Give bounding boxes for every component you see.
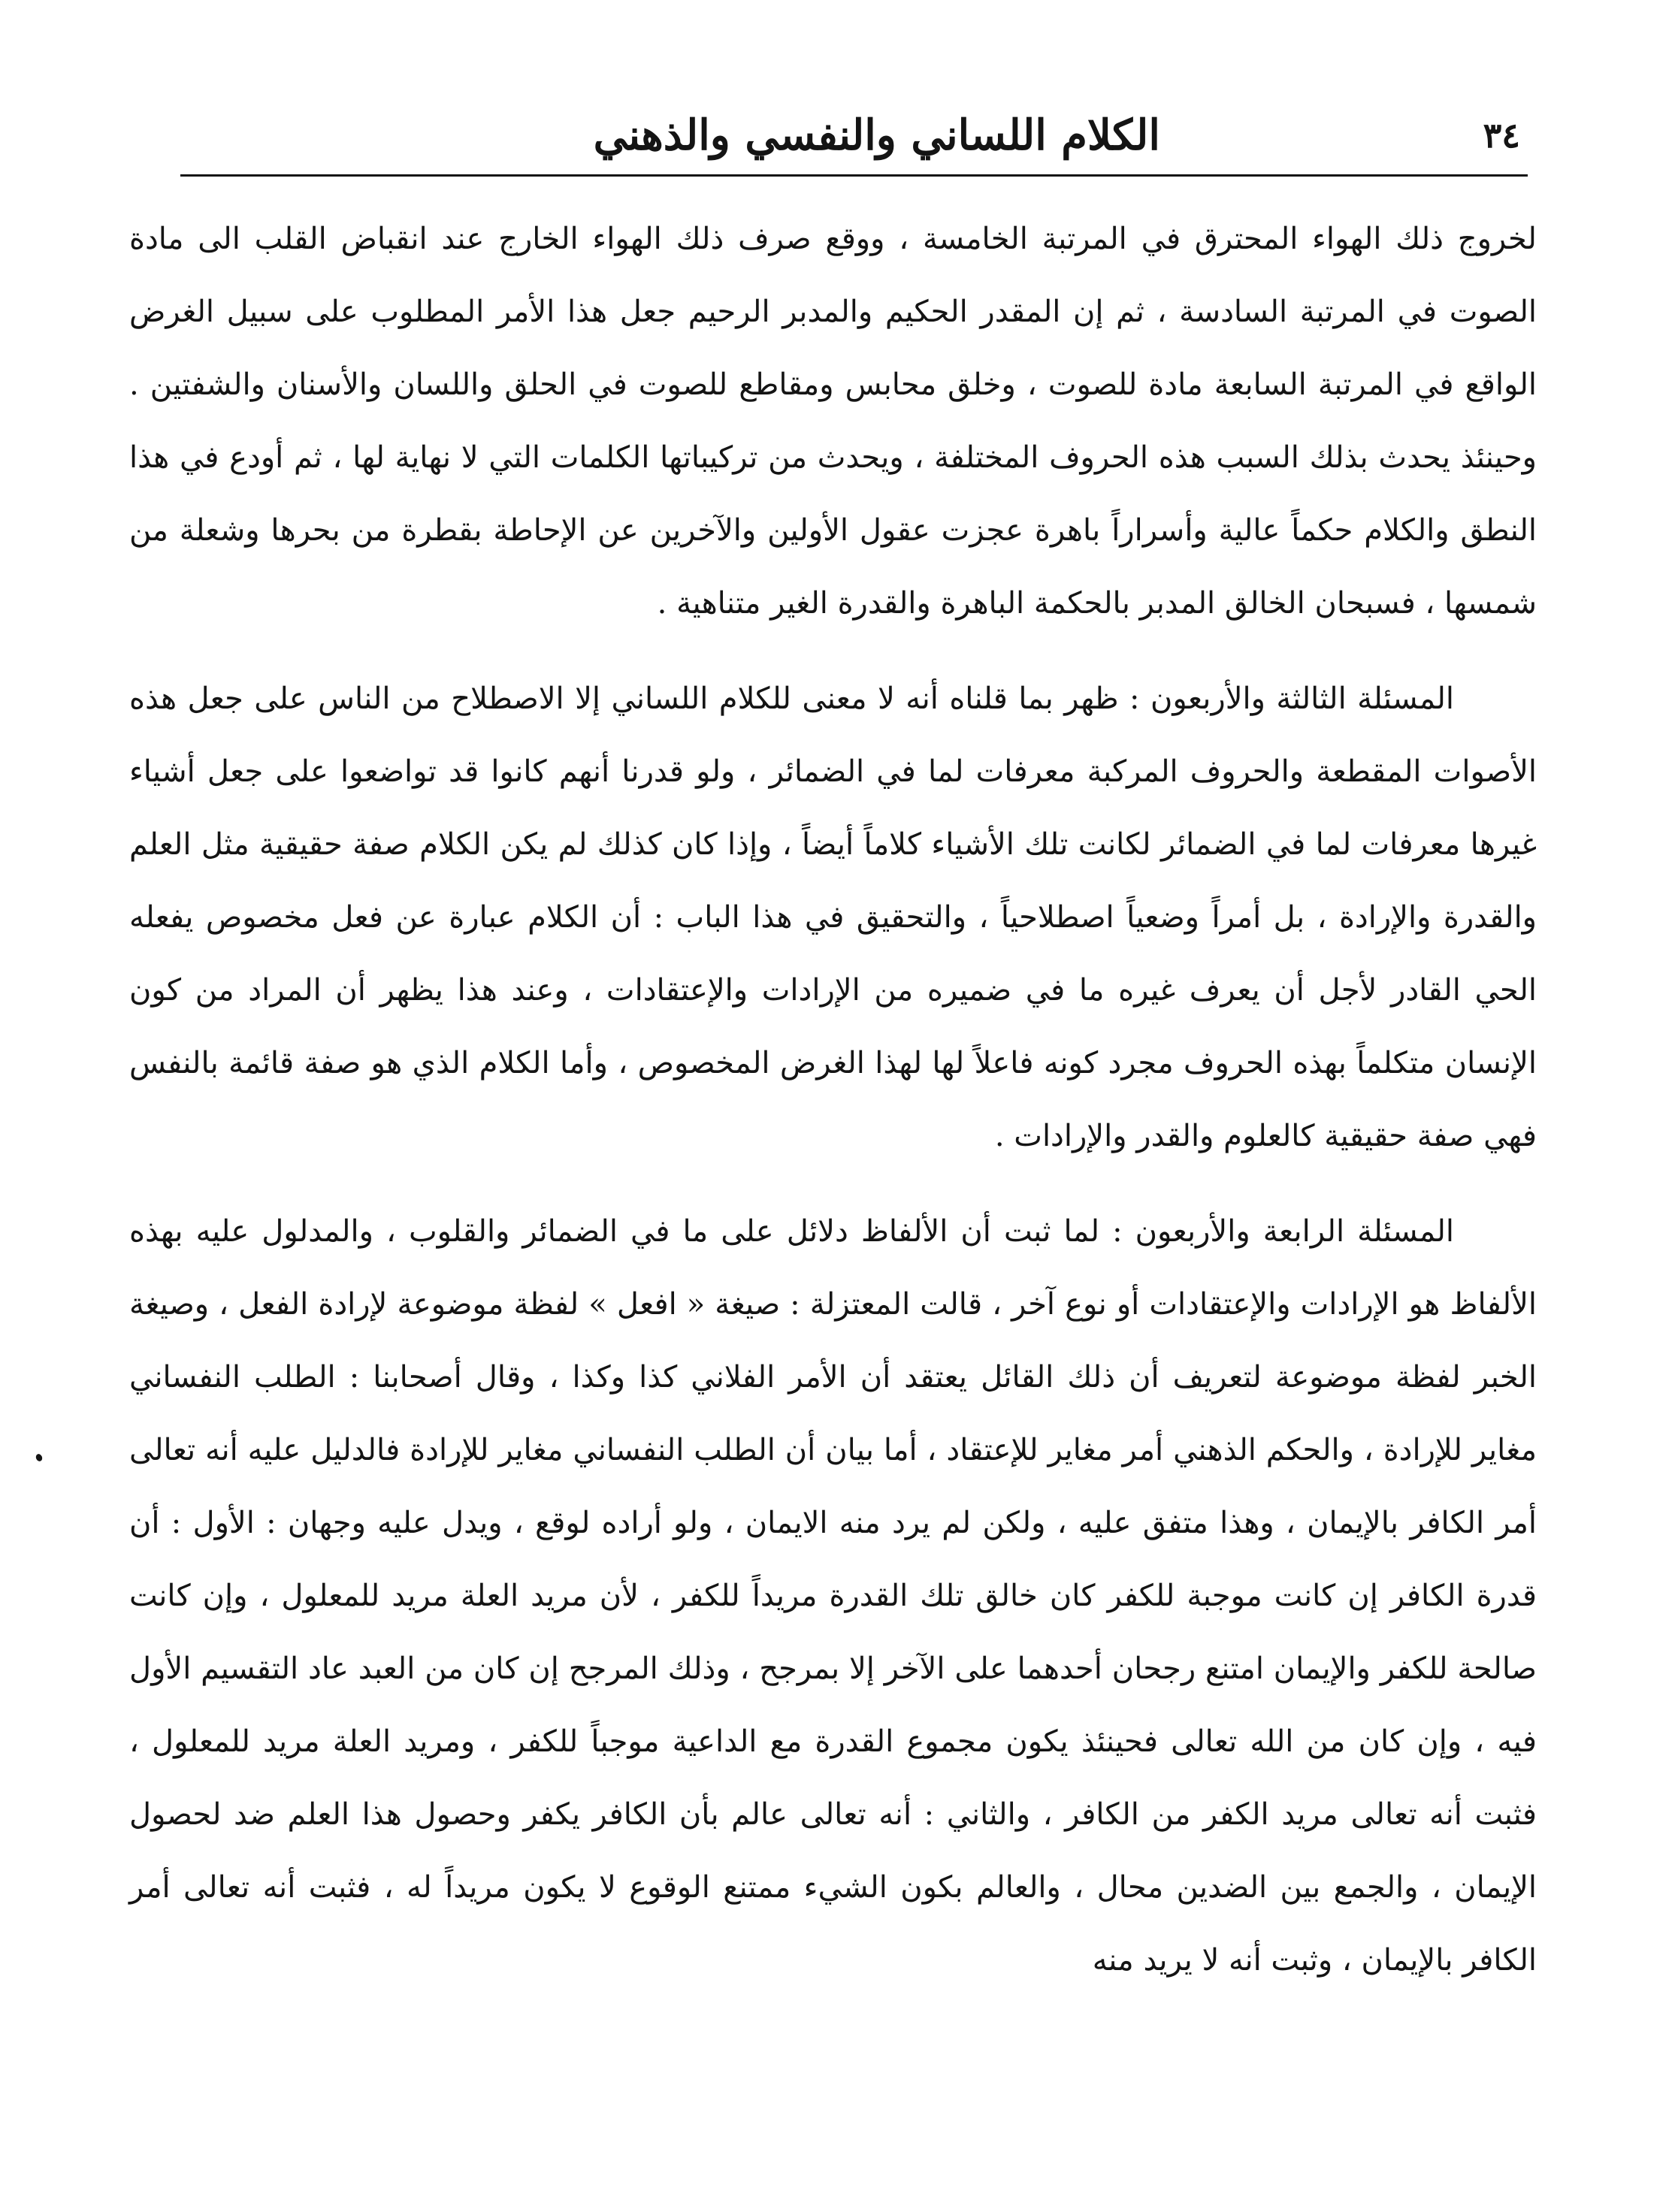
paragraph-issue-44: المسئلة الرابعة والأربعون : لما ثبت أن الألفاظ دلائل على ما في الضمائر والقلوب ، والمدلول عليه بهذه الألفاظ هو الإرادات والإعتقادات أو نوع آخر ، قالت المعتزلة : صيغة « افعل » لفظة موضوعة لإرادة الفعل ، وصيغة الخبر لفظة موضوعة لتعريف أن ذلك القائل يعتقد أن الأمر الفلاني كذا وكذا ، وقال أصحابنا : الطلب النفساني مغاير للإرادة ، والحكم الذهني أمر مغاير للإعتقاد ، أما بيان أن الطلب النفساني مغاير للإرادة فالدليل عليه أنه تعالى أمر الكافر بالإيمان ، وهذا متفق عليه ، ولكن لم يرد منه الايمان ، ولو أراده لوقع ، ويدل عليه وجهان : الأول : أن قدرة الكافر إن كانت موجبة للكفر كان خالق تلك القدرة مريداً للكفر ، لأن مريد العلة مريد للمعلول ، وإن كانت صالحة للكفر والإيمان امتنع رجحان أحدهما على الآخر إلا بمرجح ، وذلك المرجح إن كان من العبد عاد التقسيم الأول فيه ، وإن كان من الله تعالى فحينئذ يكون مجموع القدرة مع الداعية موجباً للكفر ، ومريد العلة مريد للمعلول ، فثبت أنه تعالى مريد الكفر من الكافر ، والثاني : أنه تعالى عالم بأن الكافر يكفر وحصول هذا العلم ضد لحصول الإيمان ، والجمع بين الضدين محال ، والعالم بكون الشيء ممتنع الوقوع لا يكون مريداً له ، فثبت أنه تعالى أمر الكافر بالإيمان ، وثبت أنه لا يريد منه xyxy=(129,1214,1537,1978)
header-rule xyxy=(180,174,1528,177)
paragraph-issue-43: المسئلة الثالثة والأربعون : ظهر بما قلناه أنه لا معنى للكلام اللساني إلا الاصطلاح من الناس على جعل هذه الأصوات المقطعة والحروف المركبة معرفات لما في الضمائر ، ولو قدرنا أنهم كانوا قد تواضعوا على جعل أشياء غيرها معرفات لما في الضمائر لكانت تلك الأشياء كلاماً أيضاً ، وإذا كان كذلك لم يكن الكلام صفة حقيقية مثل العلم والقدرة والإرادة ، بل أمراً وضعياً اصطلاحياً ، والتحقيق في هذا الباب : أن الكلام عبارة عن فعل مخصوص يفعله الحي القادر لأجل أن يعرف غيره ما في ضميره من الإرادات والإعتقادات ، وعند هذا يظهر أن المراد من كون الإنسان متكلماً بهذه الحروف مجرد كونه فاعلاً لها لهذا الغرض المخصوص ، وأما الكلام الذي هو صفة قائمة بالنفس فهي صفة حقيقية كالعلوم والقدر والإرادات . xyxy=(129,681,1537,1153)
page-header xyxy=(180,98,1528,173)
margin-ink-mark xyxy=(35,1453,43,1462)
paragraph-continuation: لخروج ذلك الهواء المحترق في المرتبة الخامسة ، ووقع صرف ذلك الهواء الخارج عند انقباض القلب الى مادة الصوت في المرتبة السادسة ، ثم إن المقدر الحكيم والمدبر الرحيم جعل هذا الأمر المطلوب على سبيل الغرض الواقع في المرتبة السابعة مادة للصوت ، وخلق محابس ومقاطع للصوت في الحلق واللسان والأسنان والشفتين . وحينئذ يحدث بذلك السبب هذه الحروف المختلفة ، ويحدث من تركيباتها الكلمات التي لا نهاية لها ، ثم أودع في هذا النطق والكلام حكماً عالية وأسراراً باهرة عجزت عقول الأولين والآخرين عن الإحاطة بقطرة من بحرها وشعلة من شمسها ، فسبحان الخالق المدبر بالحكمة الباهرة والقدرة الغير متناهية . xyxy=(129,222,1537,621)
page-body xyxy=(129,203,1537,2020)
running-title: الكلام اللساني والنفسي والذهني xyxy=(593,110,1160,160)
page-number: ٣٤ xyxy=(1483,115,1520,156)
